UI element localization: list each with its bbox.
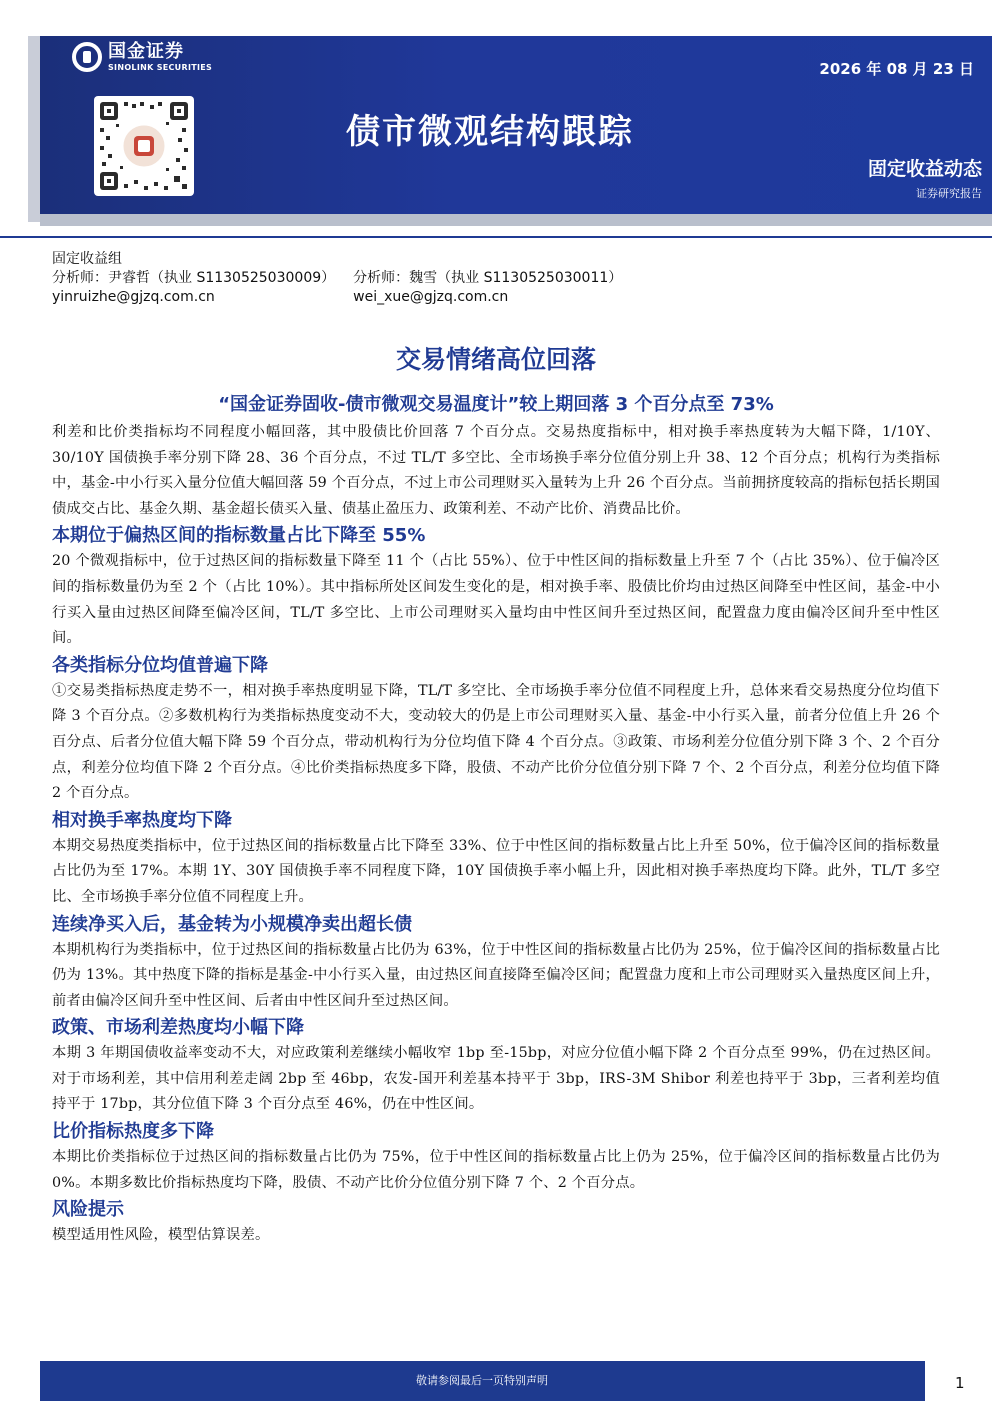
header-rule bbox=[0, 236, 992, 238]
page-number: 1 bbox=[955, 1374, 965, 1392]
author-1-email[interactable]: yinruizhe@gjzq.com.cn bbox=[52, 289, 215, 305]
section-paragraph: 本期比价类指标位于过热区间的指标数量占比仍为 75%，位于中性区间的指标数量占比上仍为 25%，位于偏冷区间的指标数量占比仍为 0%。本期多数比价指标热度均下降，股债、不动产比价分位值分别下降 7 个、2 个百分点。 bbox=[52, 1149, 940, 1191]
author-1-line: 分析师：尹睿哲（执业 S1130525030009） bbox=[52, 270, 336, 286]
section-heading: 政策、市场利差热度均小幅下降 bbox=[52, 1017, 304, 1039]
report-date: 2026 年 08 月 23 日 bbox=[819, 60, 974, 78]
company-logo bbox=[72, 42, 212, 72]
section-paragraph: 模型适用性风险，模型估算误差。 bbox=[52, 1227, 270, 1244]
section-paragraph: 本期机构行为类指标中，位于过热区间的指标数量占比仍为 63%，位于中性区间的指标数量占比仍为 25%，位于偏冷区间的指标数量占比仍为 13%。其中热度下降的指标是基金-中小行买入量，由过热区间直接降至偏冷区间；配置盘力度和上市公司理财买入量热度区间上升，前者由偏冷区间升至中性区间、后者由中性区间升至过热区间。 bbox=[52, 941, 940, 1009]
author-2-email[interactable]: wei_xue@gjzq.com.cn bbox=[353, 289, 509, 305]
section-paragraph: 利差和比价类指标均不同程度小幅回落，其中股债比价回落 7 个百分点。交易热度指标中，相对换手率热度转为大幅下降，1/10Y、30/10Y 国债换手率分别下降 28、36 个百分点，不过 TL/T 多空比、全市场换手率分位值分别上升 38、12 个百分点；机构行为类指标中，基金-中小行买入量分位值大幅回落 59 个百分点，不过上市公司理财买入量转为上升 26 个百分点。当前拥挤度较高的指标包括长期国债成交占比、基金久期、基金超长债买入量、债基止盈压力、政策利差、不动产比价、消费品比价。 bbox=[52, 424, 940, 517]
author-2 bbox=[353, 269, 622, 307]
author-2-line: 分析师：魏雪（执业 S1130525030011） bbox=[353, 270, 623, 286]
banner-shadow bbox=[28, 36, 40, 222]
section-paragraph: 本期交易热度类指标中，位于过热区间的指标数量占比下降至 33%、位于中性区间的指标数量占比上升至 50%，位于偏冷区间的指标数量占比仍为至 17%。本期 1Y、30Y 国债换手率不同程度下降，10Y 国债换手率小幅上升，因此相对换手率热度均下降。此外，TL/T 多空比、全市场换手率分位值不同程度上升。 bbox=[52, 837, 940, 905]
footer-divider bbox=[924, 1361, 925, 1401]
section-heading: 比价指标热度多下降 bbox=[52, 1121, 214, 1143]
report-body bbox=[52, 392, 940, 1250]
author-1 bbox=[52, 269, 335, 307]
logo-mark-icon bbox=[72, 42, 102, 72]
section-heading: 本期位于偏热区间的指标数量占比下降至 55% bbox=[52, 525, 426, 547]
section-heading: 连续净买入后，基金转为小规模净卖出超长债 bbox=[52, 913, 412, 935]
group-name: 固定收益组 bbox=[52, 251, 122, 267]
banner-underline bbox=[40, 214, 992, 226]
qr-code-icon bbox=[94, 96, 194, 196]
report-category: 固定收益动态 bbox=[867, 158, 982, 180]
logo-en-text: SINOLINK SECURITIES bbox=[108, 62, 213, 72]
report-type: 证券研究报告 bbox=[916, 187, 982, 200]
footer-notice: 敬请参阅最后一页特别声明 bbox=[40, 1361, 924, 1401]
author-block bbox=[52, 250, 622, 307]
section-paragraph: 本期 3 年期国债收益率变动不大，对应政策利差继续小幅收窄 1bp 至-15bp，对应分位值小幅下降 2 个百分点至 99%，仍在过热区间。对于市场利差，其中信用利差走阔 2bp 至 46bp，农发-国开利差基本持平于 3bp，IRS-3M Shibor 利差也持平于 3bp，三者利差均值持平于 17bp，其分位值下降 3 个百分点至 46%，仍在中性区间。 bbox=[52, 1045, 940, 1113]
section-heading: 各类指标分位均值普遍下降 bbox=[52, 654, 268, 676]
section-heading: 相对换手率热度均下降 bbox=[52, 809, 232, 831]
section-heading: 风险提示 bbox=[52, 1199, 124, 1221]
report-title: 债市微观结构跟踪 bbox=[346, 112, 634, 152]
report-headline: 交易情绪高位回落 bbox=[395, 345, 596, 374]
section-heading: “国金证券固收-债市微观交易温度计”较上期回落 3 个百分点至 73% bbox=[218, 394, 774, 415]
logo-cn-text: 国金证券 bbox=[108, 40, 184, 62]
section-paragraph: 20 个微观指标中，位于过热区间的指标数量下降至 11 个（占比 55%）、位于中性区间的指标数量上升至 7 个（占比 35%）、位于偏冷区间的指标数量仍为至 2 个（占比 10%）。其中指标所处区间发生变化的是，相对换手率、股债比价均由过热区间降至中性区间，基金-中小行买入量由过热区间降至偏冷区间，TL/T 多空比、上市公司理财买入量均由中性区间升至过热区间，配置盘力度由偏冷区间升至中性区间。 bbox=[52, 553, 940, 647]
section-paragraph: ①交易类指标热度走势不一，相对换手率热度明显下降，TL/T 多空比、全市场换手率分位值不同程度上升，总体来看交易热度分位均值下降 3 个百分点。②多数机构行为类指标热度变动不大，变动较大的仍是上市公司理财买入量、基金-中小行买入量，前者分位值上升 26 个百分点、后者分位值大幅下降 59 个百分点，带动机构行为分位均值下降 4 个百分点。③政策、市场利差分位值分别下降 3 个、2 个百分点，利差分位均值下降 2 个百分点。④比价类指标热度多下降，股债、不动产比价分位值分别下降 7 个、2 个百分点，利差分位均值下降 2 个百分点。 bbox=[52, 682, 940, 802]
